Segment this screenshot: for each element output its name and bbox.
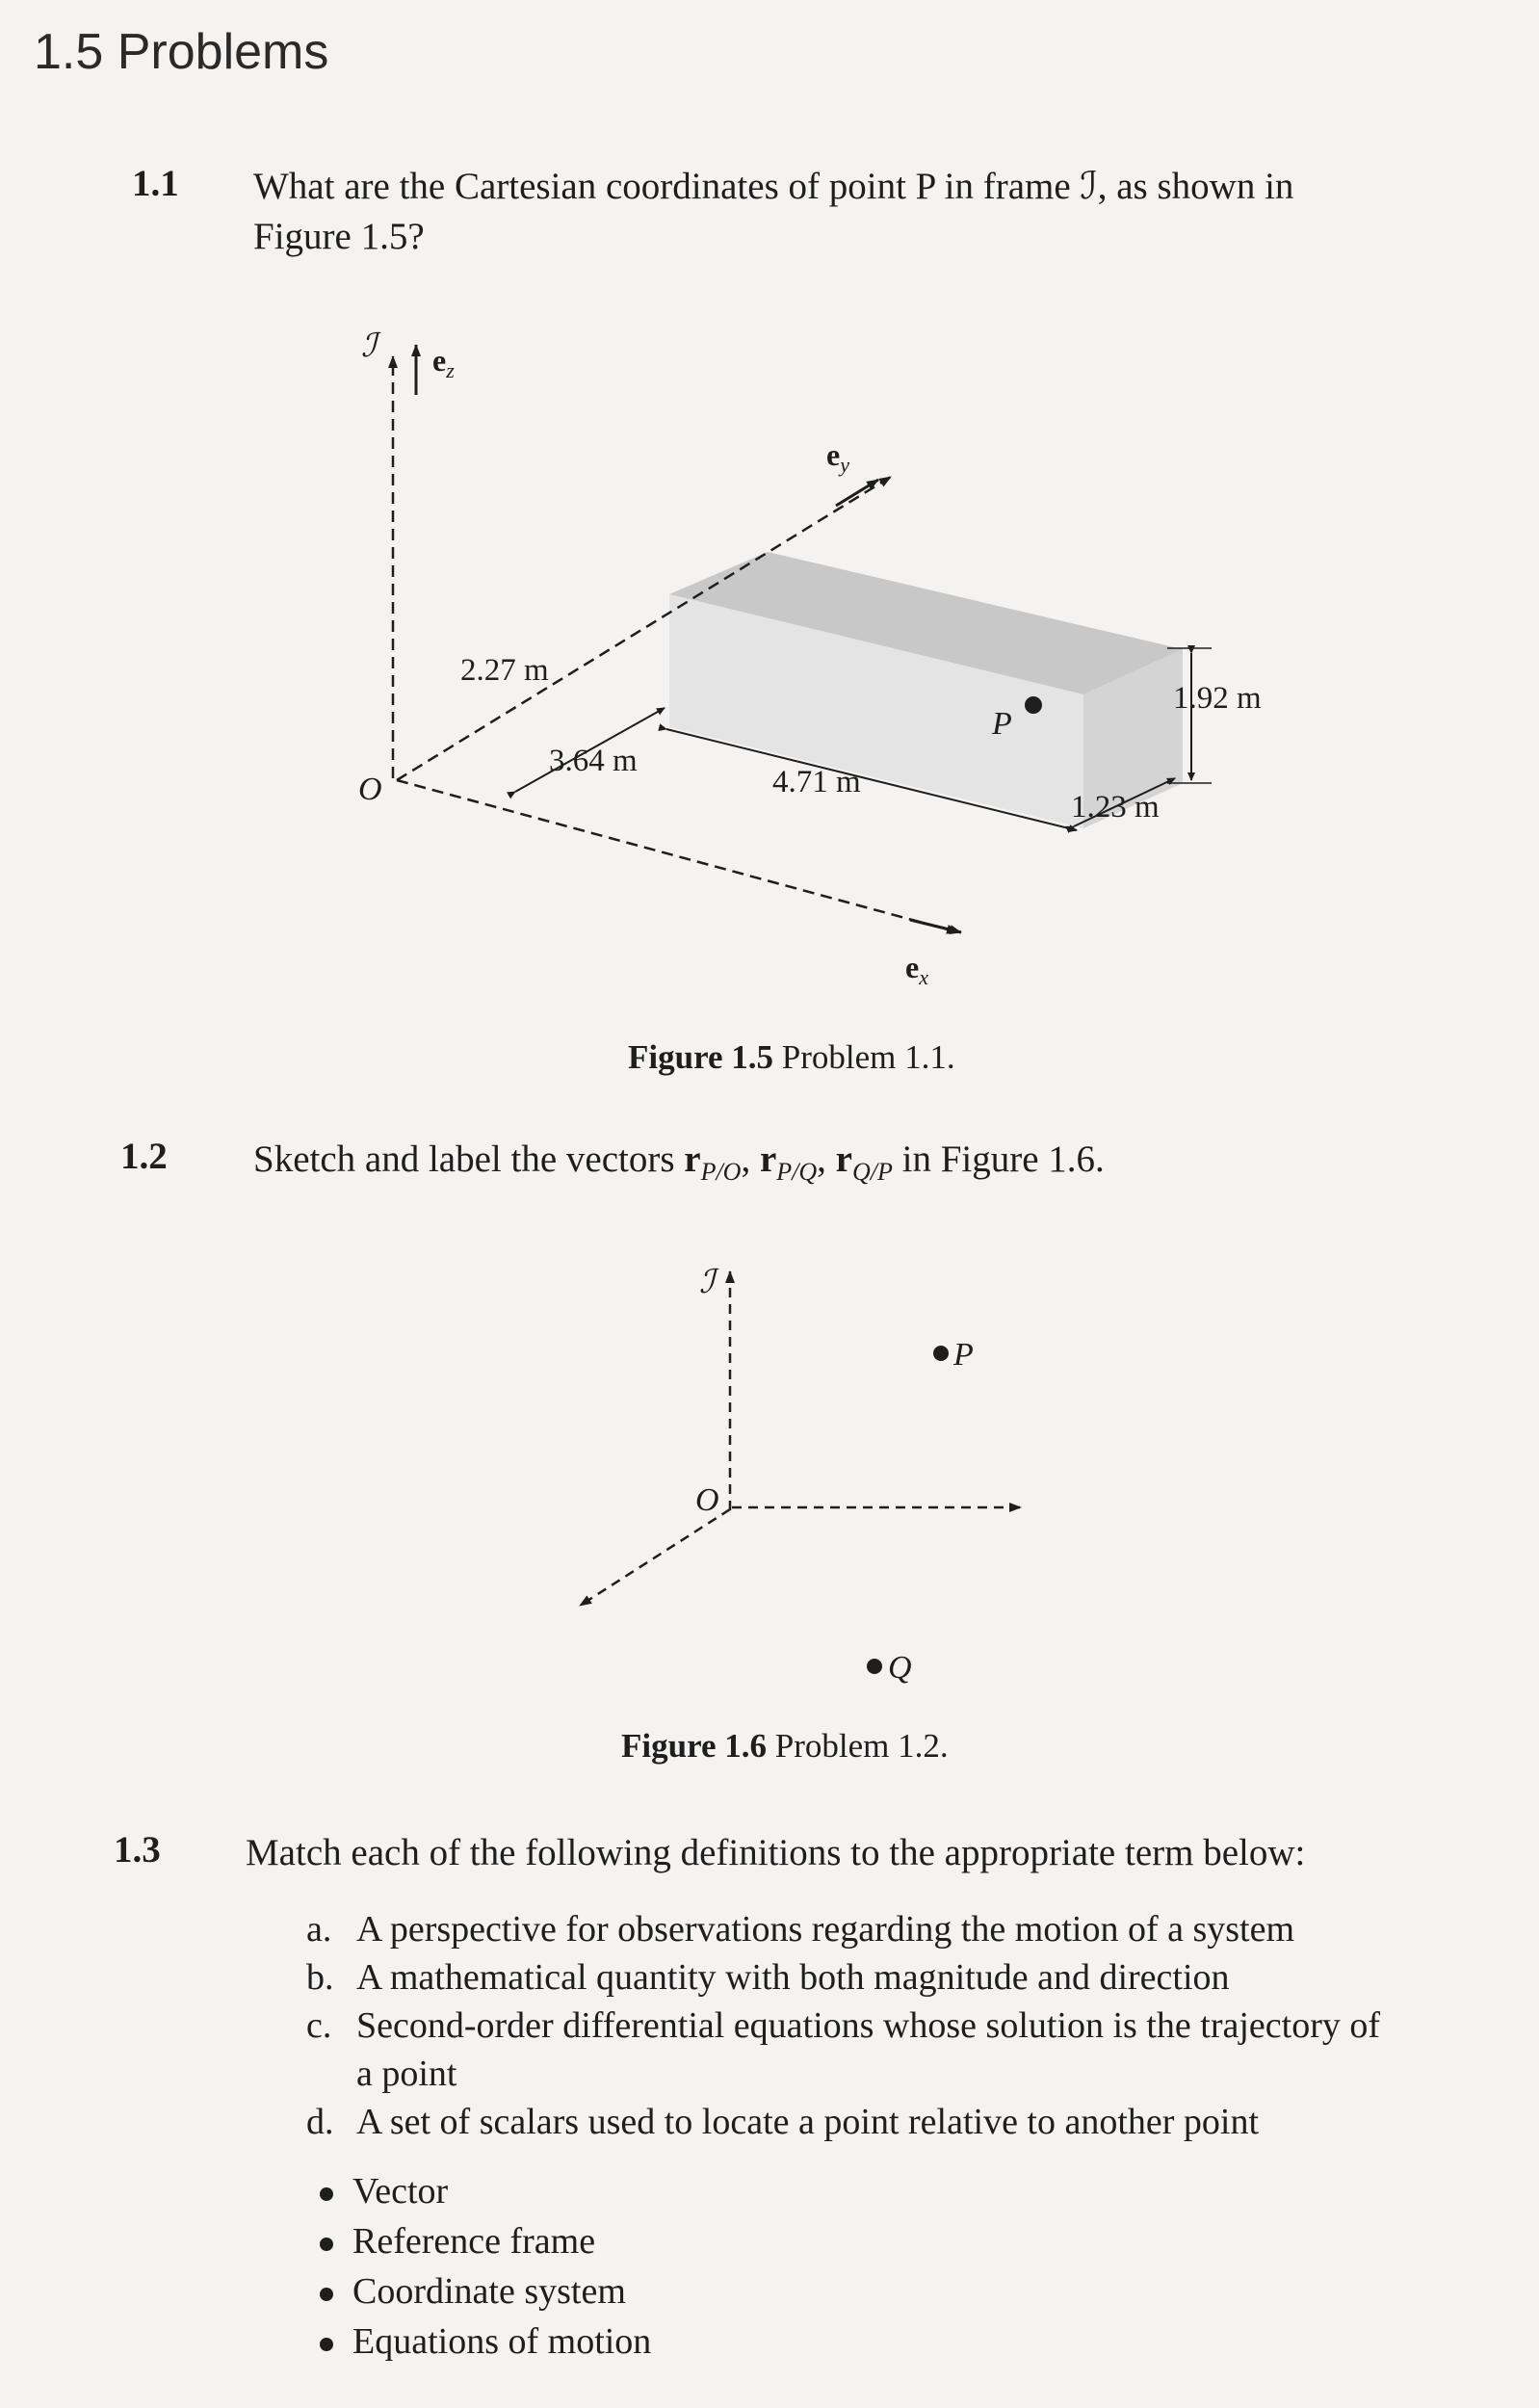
x-axis (397, 780, 958, 932)
definition-item: b. A mathematical quantity with both magnitude and direction (306, 1957, 1230, 1998)
point-p-dot (1025, 696, 1042, 714)
frame-label: ℐ (361, 328, 377, 364)
definition-item: c. Second-order differential equations whose solution is the trajectory of a point (306, 2005, 1380, 2094)
problem-number-1-1: 1.1 (132, 163, 179, 204)
figure-1-5 (0, 0, 1539, 1108)
point-p-label: P (992, 706, 1012, 742)
definitions-list (306, 1905, 1520, 2146)
bullet-icon (320, 2338, 333, 2351)
problem-1-3-text: Match each of the following definitions to the appropriate term below: (246, 1832, 1306, 1873)
term-item: Coordinate system (320, 2267, 651, 2316)
figure-1-6 (0, 1214, 1539, 1714)
problem-1-1-line1: What are the Cartesian coordinates of point P in frame ℐ, as shown in (253, 166, 1294, 207)
problem-number-1-2: 1.2 (120, 1136, 168, 1177)
terms-list (320, 2167, 651, 2366)
bullet-icon (320, 2238, 333, 2251)
fig16-point-q-dot (867, 1659, 882, 1674)
section-title: 1.5 Problems (34, 24, 329, 80)
dim-364-label: 3.64 m (549, 744, 638, 778)
origin-label: O (358, 772, 382, 807)
problem-1-1-line2: Figure 1.5? (253, 216, 425, 257)
problem-1-2-text: Sketch and label the vectors $r_{P/O}$, $r_{P/Q}$, $r_{Q/P}$ in Figure 1.6. (253, 1139, 1105, 1186)
bullet-icon (320, 2288, 333, 2301)
ey-label: $e_y$ (826, 437, 849, 477)
dim-471-label: 4.71 m (772, 765, 861, 799)
ex-arrow (910, 920, 961, 932)
definition-item: a. A perspective for observations regarding the motion of a system (306, 1909, 1295, 1950)
term-item: Reference frame (320, 2217, 651, 2265)
figure-1-6-caption: Figure 1.6 Problem 1.2. (621, 1727, 949, 1765)
fig16-point-p-dot (933, 1346, 949, 1361)
fig16-diagonal-axis (580, 1509, 730, 1606)
term-item: Equations of motion (320, 2317, 651, 2366)
fig16-p-label: P (953, 1337, 974, 1373)
ez-label: $e_z$ (432, 343, 455, 382)
term-item: Vector (320, 2167, 651, 2215)
fig16-frame-label: ℐ (699, 1265, 715, 1300)
ey-arrow (836, 480, 878, 506)
fig16-q-label: Q (888, 1650, 912, 1686)
problem-number-1-3: 1.3 (114, 1829, 161, 1871)
ex-label: $e_x$ (905, 950, 928, 989)
figure-1-5-caption: Figure 1.5 Problem 1.1. (628, 1038, 955, 1076)
dim-123-label: 1.23 m (1071, 790, 1160, 824)
bullet-icon (320, 2187, 333, 2201)
dim-192-label: 1.92 m (1173, 681, 1262, 716)
dim-227-label: 2.27 m (460, 653, 549, 688)
definition-item: d. A set of scalars used to locate a point relative to another point (306, 2102, 1260, 2142)
fig16-origin-label: O (695, 1482, 719, 1518)
